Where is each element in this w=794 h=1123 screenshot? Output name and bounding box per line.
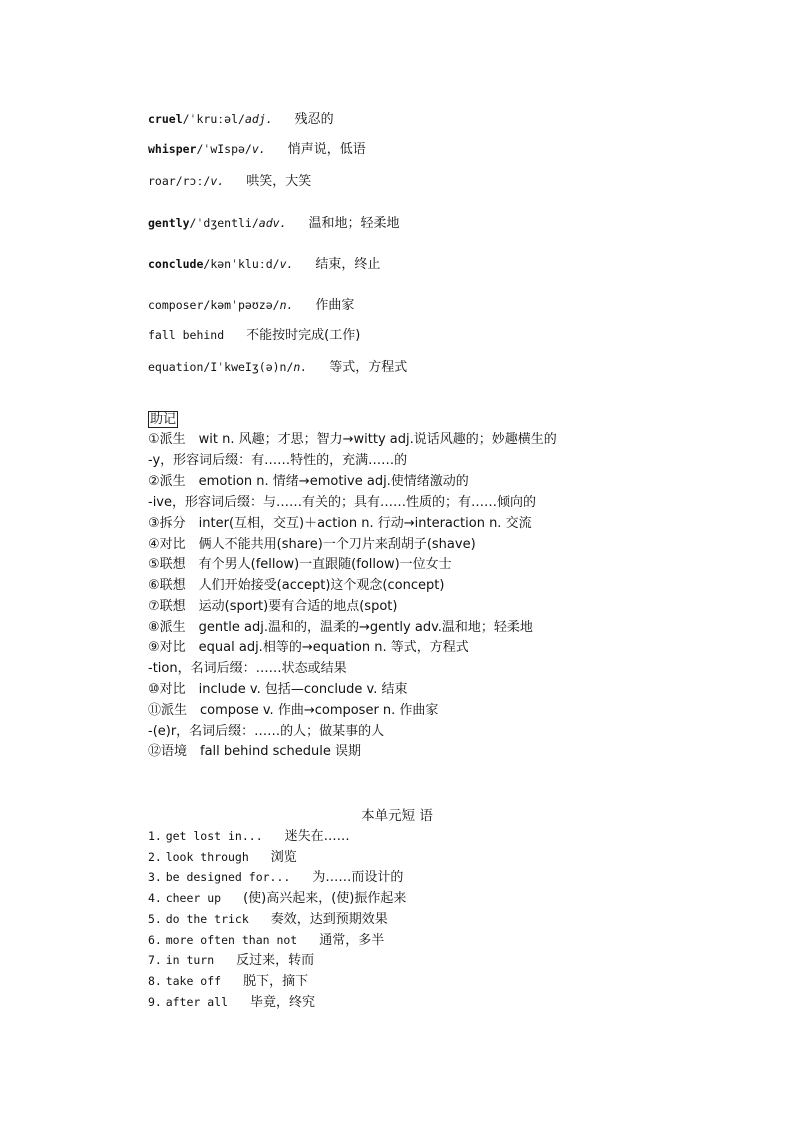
mnemonic-line: ④对比 俩人不能共用(share)一个刀片来刮胡子(shave): [148, 537, 476, 552]
phrase-num: 4.: [148, 891, 162, 905]
phrase-cn: 毕竟，终究: [250, 995, 316, 1010]
vocab-word: whisper: [148, 142, 197, 156]
vocab-meaning: 残忍的: [294, 112, 334, 127]
phrase-item: [148, 993, 315, 1012]
vocab-meaning: 哄笑，大笑: [246, 174, 312, 189]
mnemonic-line: ⑪派生 compose v. 作曲→composer n. 作曲家: [148, 703, 439, 718]
phrase-item: [148, 910, 388, 929]
phrase-cn: 反过来，转而: [236, 953, 315, 968]
phrase-item: [148, 827, 350, 846]
vocab-entry: [148, 296, 354, 315]
vocab-phonetic: /ˈdʒentli/: [189, 216, 259, 230]
vocab-meaning: 温和地；轻柔地: [308, 216, 400, 231]
vocab-meaning: 悄声说，低语: [287, 142, 366, 157]
phrase-item: [148, 951, 314, 970]
mnemonic-line: -ive，形容词后缀：与……有关的；具有……性质的；有……倾向的: [148, 495, 536, 510]
phrase-item: [148, 848, 297, 867]
vocab-word: fall behind: [148, 328, 225, 342]
vocab-phonetic: /kənˈkluːd/: [203, 257, 280, 271]
phrase-en: be designed for...: [165, 870, 291, 884]
phrase-en: cheer up: [165, 891, 222, 905]
phrase-cn: 浏览: [270, 850, 297, 865]
vocab-entry: [148, 172, 311, 191]
phrase-num: 1.: [148, 829, 162, 843]
vocab-entry: [148, 326, 360, 345]
mnemonic-heading-text: 助记: [150, 412, 177, 427]
vocab-meaning: 不能按时完成(工作): [246, 328, 361, 343]
phrase-en: look through: [165, 850, 249, 864]
vocab-entry: [148, 358, 407, 377]
phrase-num: 6.: [148, 933, 162, 947]
mnemonic-line: ②派生 emotion n. 情绪→emotive adj.使情绪激动的: [148, 474, 469, 489]
phrase-en: do the trick: [165, 912, 249, 926]
phrase-en: take off: [165, 974, 222, 988]
vocab-word: conclude: [148, 257, 204, 271]
phrase-num: 8.: [148, 974, 162, 988]
vocab-pos: adj.: [244, 112, 273, 126]
phrase-cn: 通常，多半: [319, 933, 385, 948]
mnemonic-line: ⑤联想 有个男人(fellow)一直跟随(follow)一位女士: [148, 557, 452, 572]
phrase-cn: 奏效，达到预期效果: [270, 912, 388, 927]
mnemonic-line: ⑧派生 gentle adj.温和的，温柔的→gently adv.温和地；轻柔地: [148, 620, 533, 635]
vocab-pos: v.: [251, 142, 266, 156]
mnemonic-line: ⑫语境 fall behind schedule 误期: [148, 744, 362, 759]
mnemonic-line: -tion，名词后缀：……状态或结果: [148, 661, 347, 676]
vocab-word: roar: [148, 174, 176, 188]
mnemonic-line: ①派生 wit n. 风趣；才思；智力→witty adj.说话风趣的；妙趣横生的: [148, 432, 557, 447]
vocab-pos: v.: [210, 174, 225, 188]
vocab-phonetic: /rɔː/: [175, 174, 211, 188]
phrase-item: [148, 889, 406, 908]
vocab-entry: [148, 140, 366, 159]
vocab-meaning: 等式，方程式: [329, 360, 408, 375]
mnemonic-line: ⑦联想 运动(sport)要有合适的地点(spot): [148, 599, 398, 614]
phrase-en: more often than not: [165, 933, 298, 947]
vocab-word: cruel: [148, 112, 183, 126]
phrase-cn: 脱下，摘下: [243, 974, 309, 989]
vocab-pos: adv.: [258, 216, 287, 230]
phrase-item: [148, 931, 384, 950]
vocab-entry: [148, 255, 380, 274]
phrases-title: 本单元短 语: [361, 808, 433, 824]
vocab-phonetic: /ˈwIspə/: [196, 142, 252, 156]
vocab-word: composer: [148, 298, 204, 312]
phrase-cn: (使)高兴起来，(使)振作起来: [243, 891, 407, 906]
phrase-cn: 为……而设计的: [312, 870, 404, 885]
phrase-num: 7.: [148, 953, 162, 967]
vocab-word: equation: [148, 360, 204, 374]
vocab-phonetic: /IˈkweIʒ(ə)n/: [203, 360, 294, 374]
vocab-entry: [148, 110, 334, 129]
phrase-num: 2.: [148, 850, 162, 864]
mnemonic-line: ⑨对比 equal adj.相等的→equation n. 等式，方程式: [148, 640, 469, 655]
vocab-word: gently: [148, 216, 190, 230]
vocab-meaning: 作曲家: [315, 298, 355, 313]
phrase-num: 3.: [148, 870, 162, 884]
vocab-pos: n.: [279, 298, 294, 312]
vocab-entry: [148, 214, 400, 233]
phrase-en: after all: [165, 995, 228, 1009]
vocab-meaning: 结束，终止: [315, 257, 381, 272]
mnemonic-line: ⑥联想 人们开始接受(accept)这个观念(concept): [148, 578, 445, 593]
mnemonic-line: ⑩对比 include v. 包括—conclude v. 结束: [148, 682, 408, 697]
vocab-pos: v.: [279, 257, 294, 271]
phrase-cn: 迷失在……: [284, 829, 350, 844]
phrase-item: [148, 868, 403, 887]
phrase-item: [148, 972, 308, 991]
vocab-phonetic: /ˈkruːəl/: [182, 112, 245, 126]
phrase-en: in turn: [165, 953, 215, 967]
mnemonic-heading: [148, 410, 178, 430]
mnemonic-line: -y，形容词后缀：有……特性的，充满……的: [148, 453, 408, 468]
phrase-en: get lost in...: [165, 829, 263, 843]
mnemonic-line: -(e)r，名词后缀：……的人；做某事的人: [148, 724, 385, 739]
phrase-num: 9.: [148, 995, 162, 1009]
phrase-num: 5.: [148, 912, 162, 926]
vocab-phonetic: /kəmˈpəʊzə/: [203, 298, 280, 312]
vocab-pos: n.: [293, 360, 308, 374]
mnemonic-line: ③拆分 inter(互相，交互)＋action n. 行动→interaction n. 交流: [148, 516, 532, 531]
